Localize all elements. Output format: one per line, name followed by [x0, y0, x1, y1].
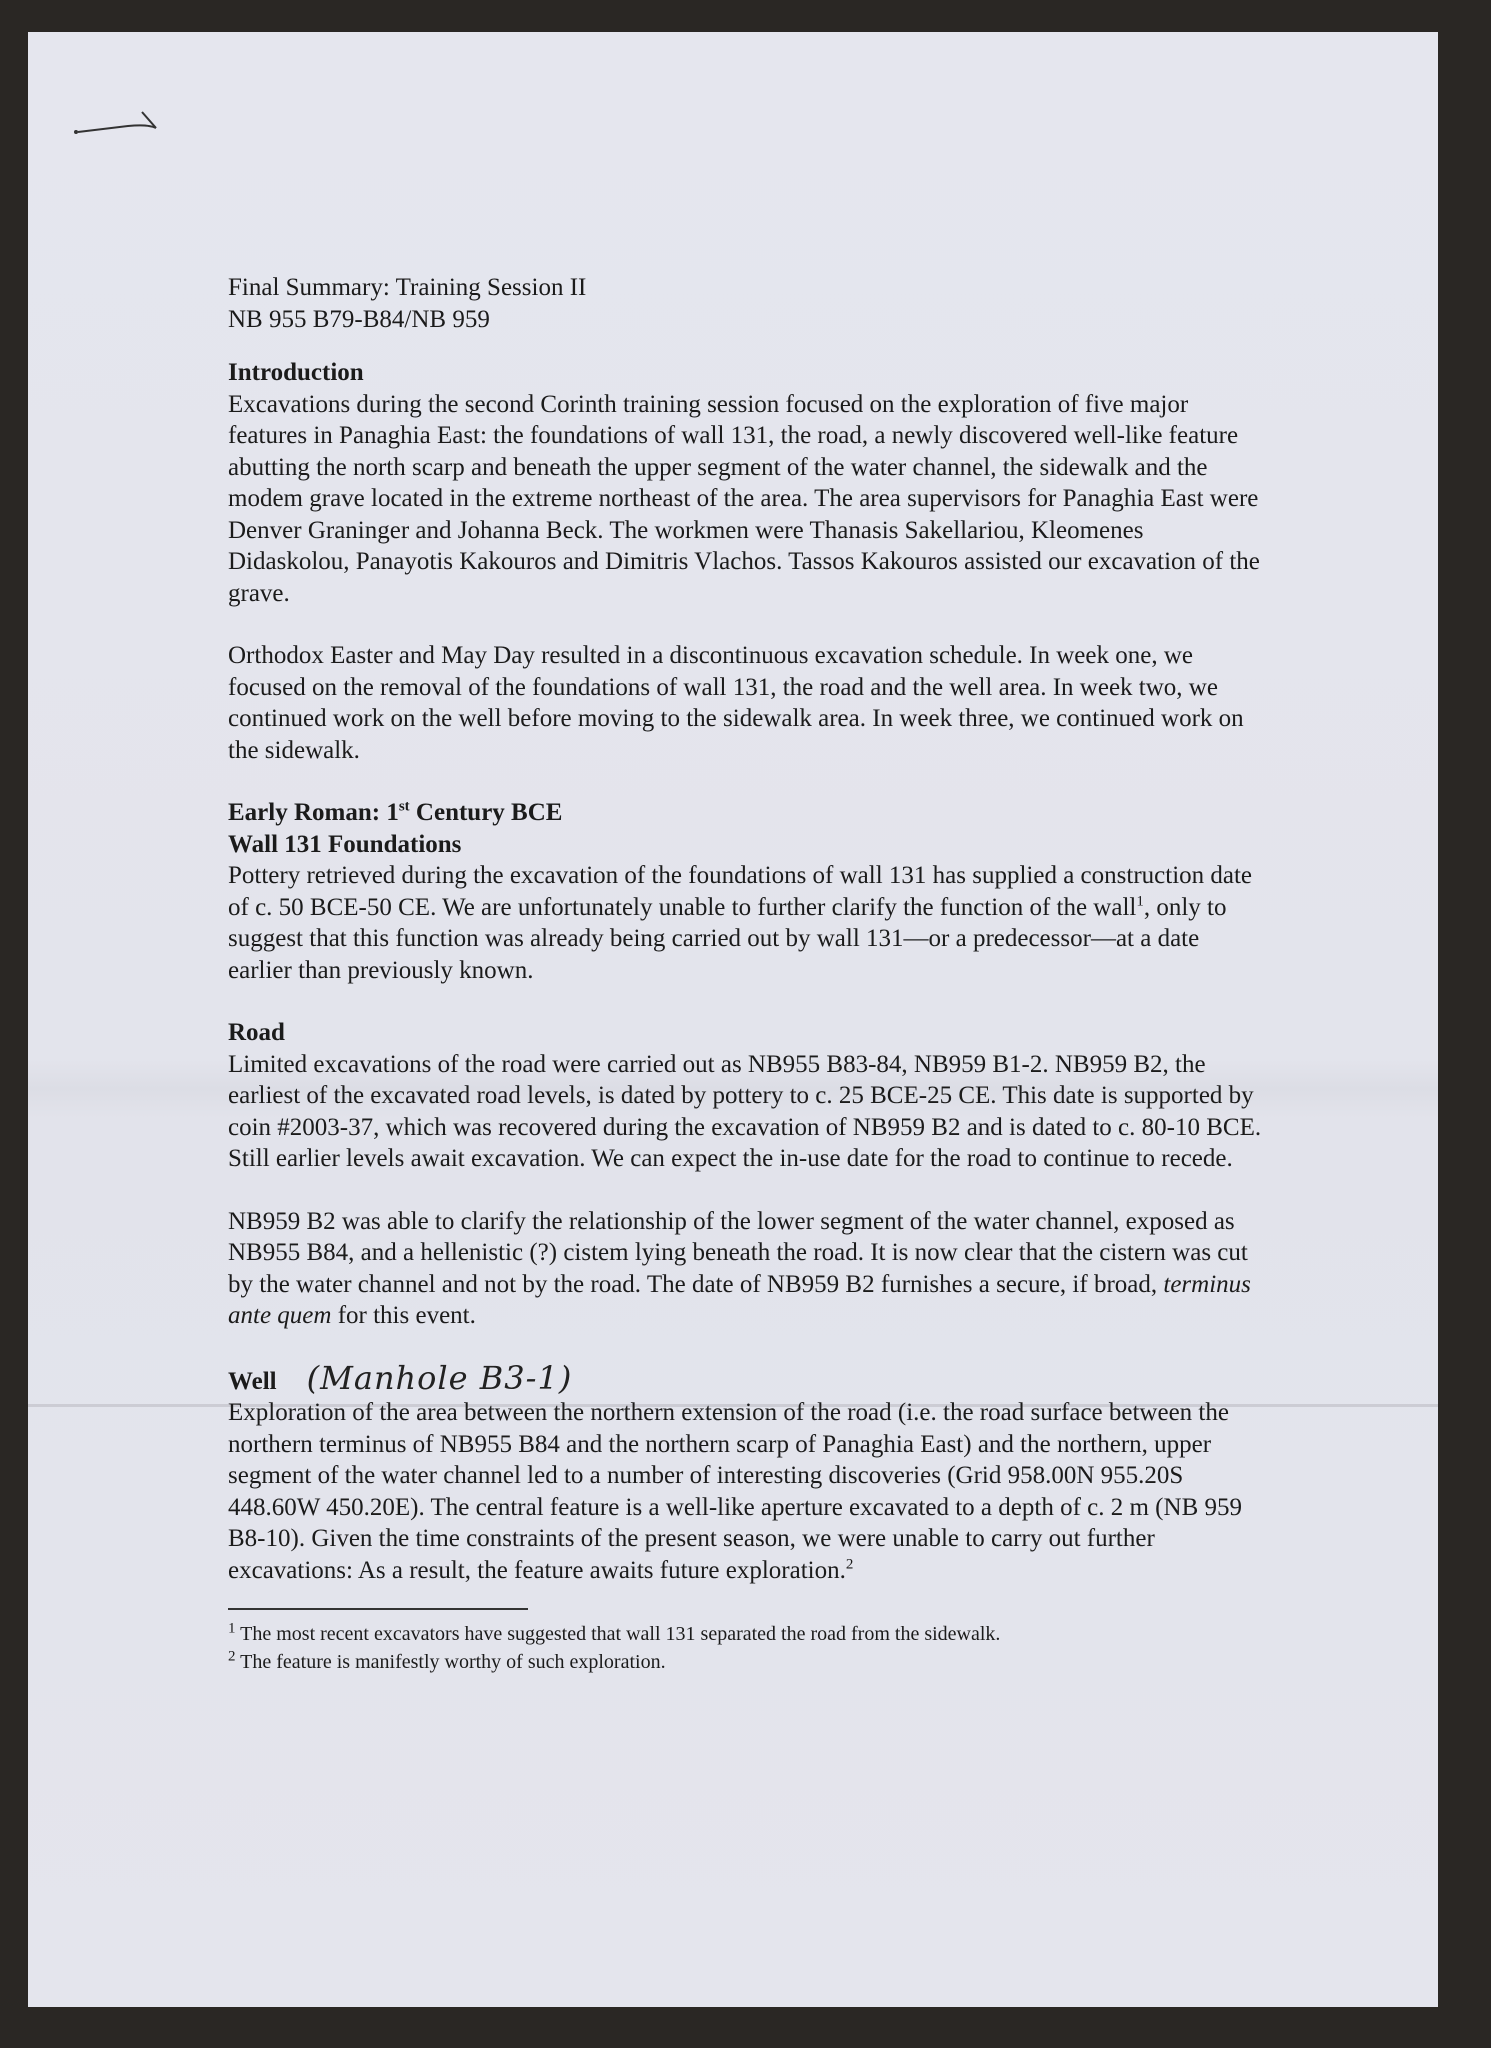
- footnote-1: $^1$ The most recent excavators have suggested that wall 131 separated the road from the sidewalk.: [228, 1620, 1001, 1645]
- introduction-paragraph-2: Orthodox Easter and May Day resulted in a discontinuous excavation schedule. In week one, we focused on the removal of the foundations of wall 131, the road and the well area. In week two, we continued work on the well before moving to the sidewalk area. In week three, we continued work on the sidewalk.: [228, 642, 1244, 764]
- document-title: Final Summary: Training Session II: [228, 274, 587, 301]
- footnote-ref-2: 2: [845, 1556, 854, 1573]
- wall-131-paragraph: Pottery retrieved during the excavation of the foundations of wall 131 has supplied a construction date of c. 50 BCE-50 CE. We are unfortunately unable to further clarify the function of the wall$^1$, only to suggest that this function was already being carried out by wall 131—or a predecessor—at a date earlier than previously known.: [228, 862, 1253, 984]
- road-heading: Road: [228, 1019, 285, 1046]
- handwritten-note: (Manhole B3-1): [306, 1358, 573, 1397]
- pencil-mark-icon: [58, 102, 168, 142]
- introduction-paragraph-1: Excavations during the second Corinth training session focused on the exploration of five major features in Panaghia East: the foundations of wall 131, the road, a newly discovered well-like feature abutting the north scarp and beneath the upper segment of the water channel, the sidewalk and the modem grave located in the extreme northeast of the area. The area supervisors for Panaghia East were Denver Graninger and Johanna Beck. The workmen were Thanasis Sakellariou, Kleomenes Didaskolou, Panayotis Kakouros and Dimitris Vlachos. Tassos Kakouros assisted our excavation of the grave.: [228, 390, 1260, 607]
- footnote-divider: [228, 1608, 528, 1610]
- road-paragraph-2: NB959 B2 was able to clarify the relationship of the lower segment of the water channel, exposed as NB955 B84, and a hellenistic (?) cistem lying beneath the road. It is now clear that the cistern was cut by the water channel and not by the road. The date of NB959 B2 furnishes a secure, if broad, terminus ante quem for this event.: [228, 1207, 1251, 1329]
- document-page: [28, 32, 1438, 2007]
- document-body: [228, 272, 1268, 1676]
- well-heading-row: [228, 1358, 1268, 1398]
- well-heading: Well: [228, 1367, 277, 1395]
- footnote-2: $^2$ The feature is manifestly worthy of such exploration.: [228, 1648, 666, 1673]
- well-paragraph: Exploration of the area between the northern extension of the road (i.e. the road surface between the northern terminus of NB955 B84 and the northern scarp of Panaghia East) and the northern, upper segment of the water channel led to a number of interesting discoveries (Grid 958.00N 955.20S 448.60W 450.20E). The central feature is a well-like aperture excavated to a depth of c. 2 m (NB 959 B8-10). Given the time constraints of the present season, we were unable to carry out further excavations: As a result, the feature awaits future exploration.$^2$: [228, 1399, 1242, 1584]
- introduction-heading: Introduction: [228, 359, 364, 386]
- footnote-ref-1: 1: [1136, 893, 1144, 910]
- document-reference: NB 955 B79-B84/NB 959: [228, 305, 490, 333]
- road-paragraph-1: Limited excavations of the road were carried out as NB955 B83-84, NB959 B1-2. NB959 B2, the earliest of the excavated road levels, is dated by pottery to c. 25 BCE-25 CE. This date is supported by coin #2003-37, which was recovered during the excavation of NB959 B2 and is dated to c. 80-10 BCE. Still earlier levels await excavation. We can expect the in-use date for the road to continue to recede.: [228, 1050, 1262, 1172]
- wall-131-heading: Wall 131 Foundations: [228, 830, 462, 858]
- early-roman-heading: Early Roman: 1st Century BCE: [228, 798, 563, 826]
